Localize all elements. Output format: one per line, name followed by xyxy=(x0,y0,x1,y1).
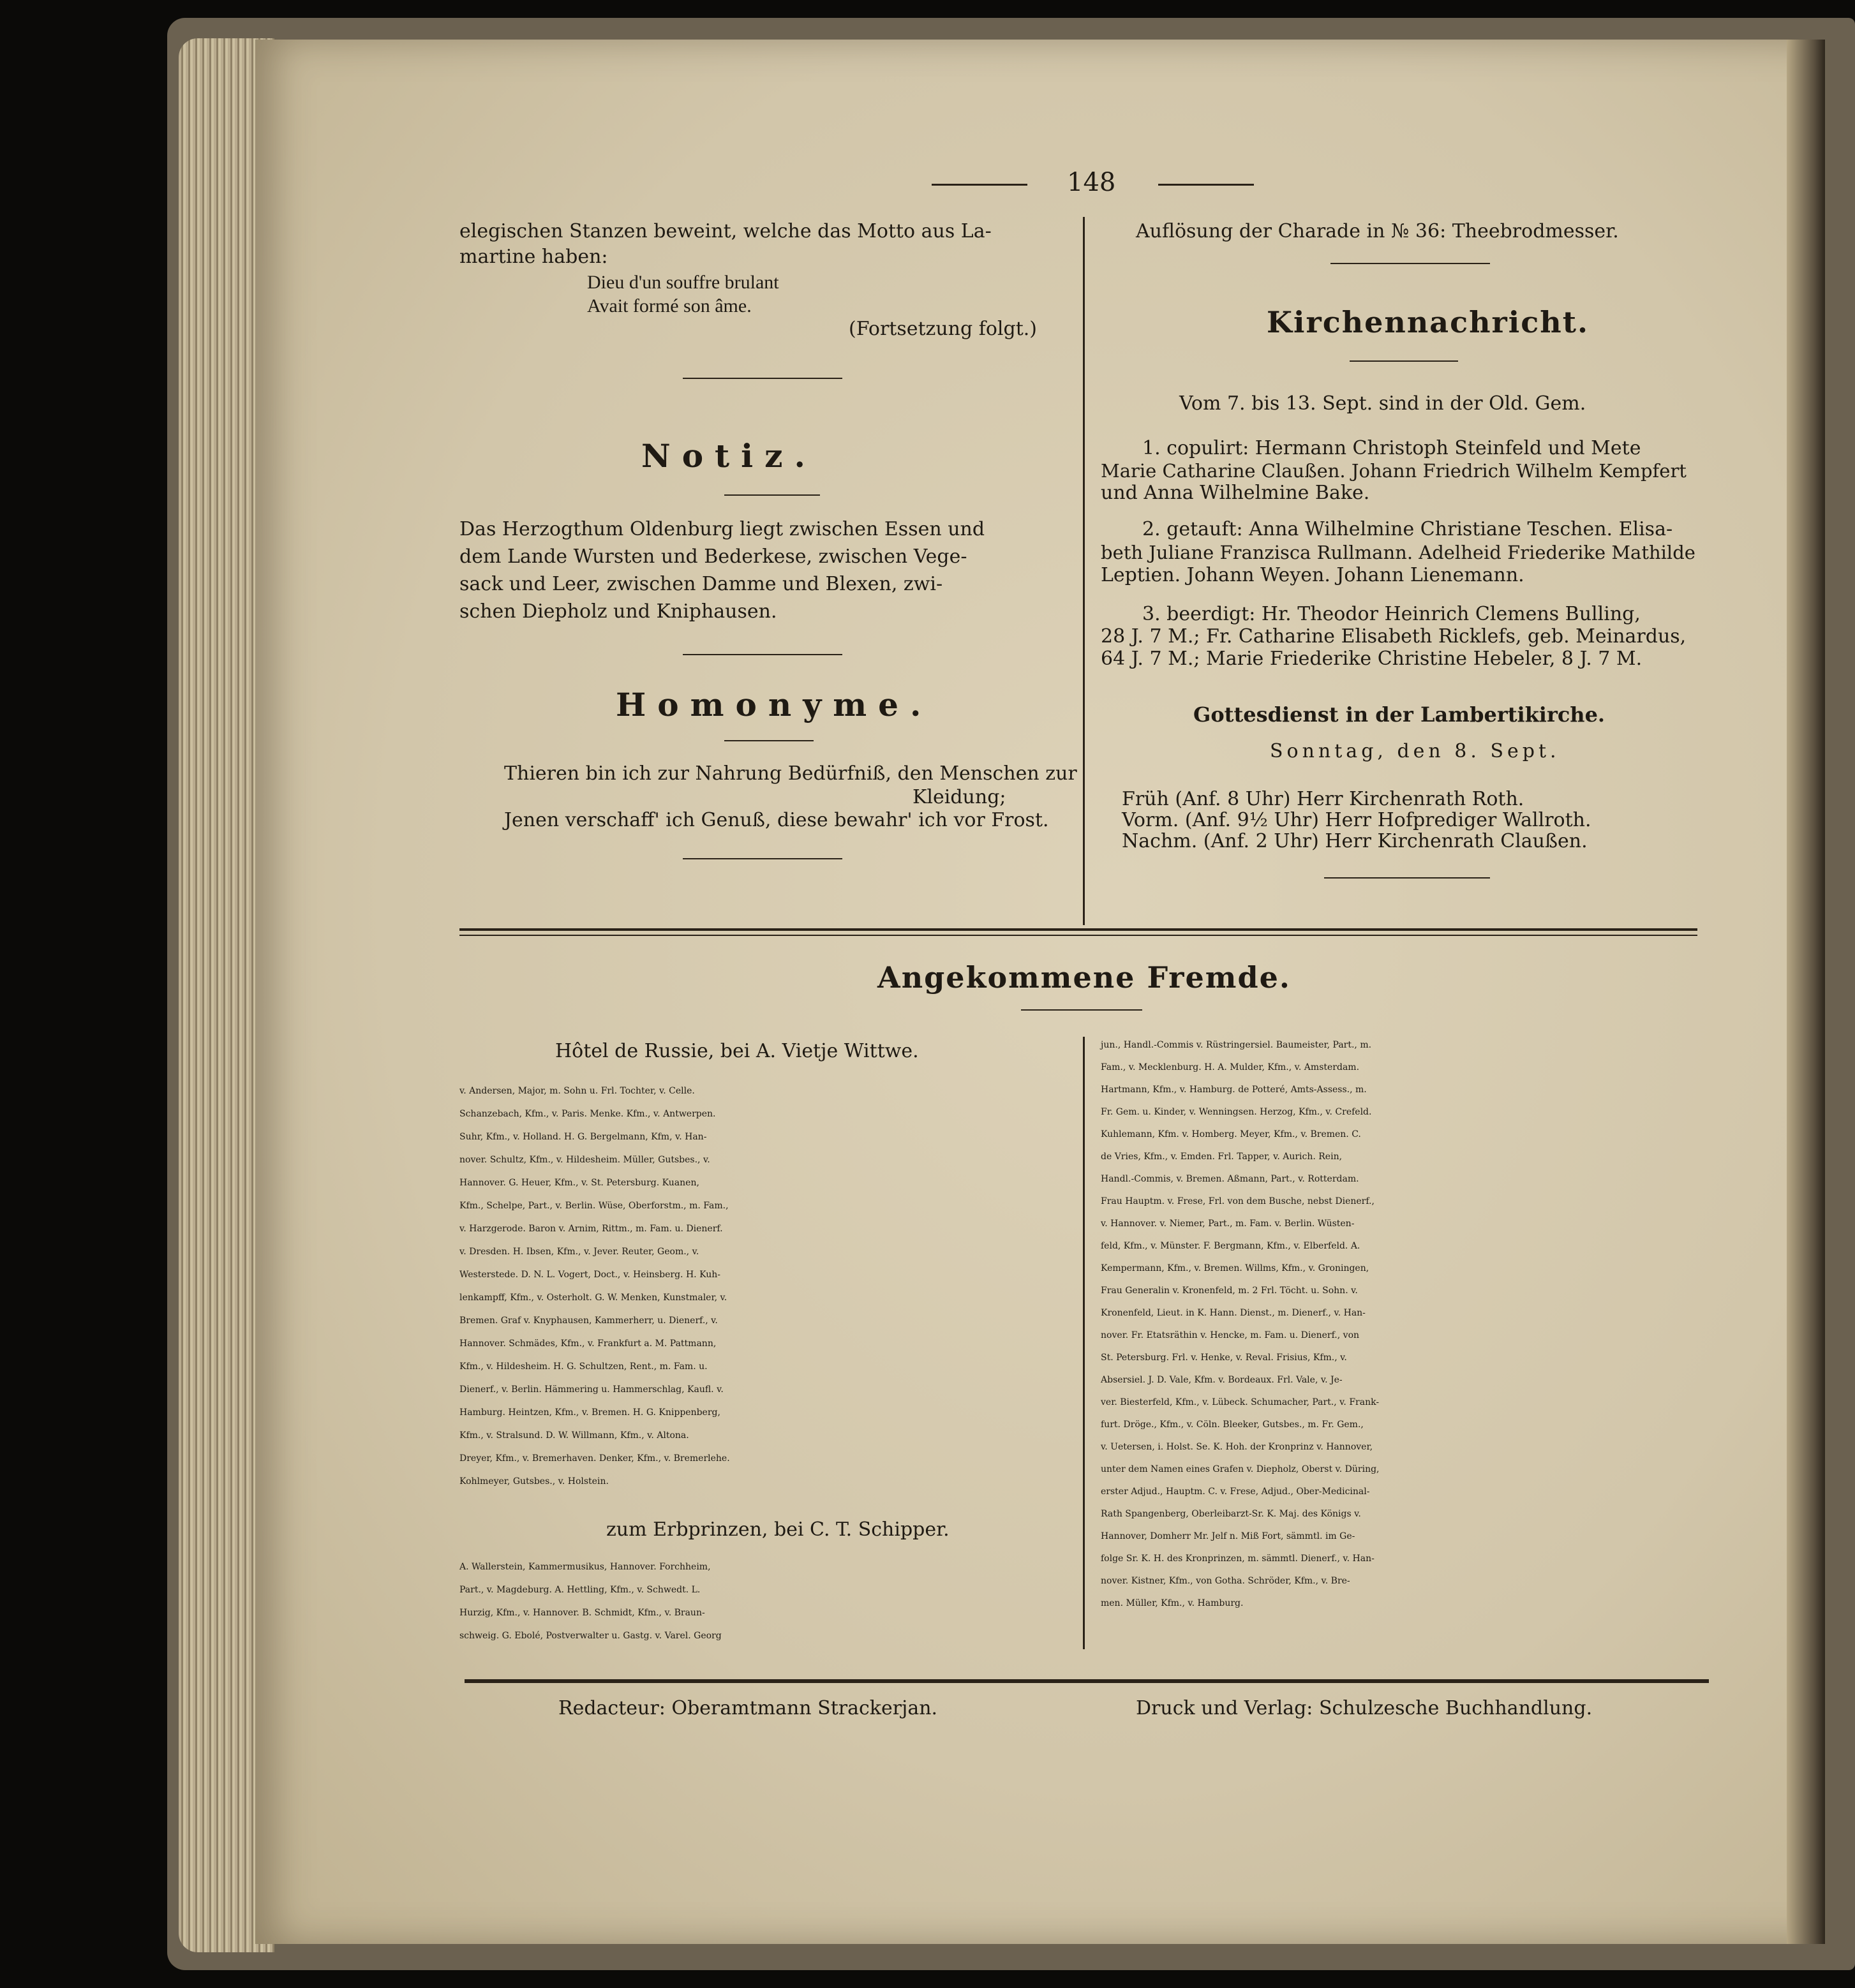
fremde-line: Hannover. Schmädes, Kfm., v. Frankfurt a. M. Pattmann, xyxy=(459,1339,717,1349)
homonyme-heading: Homonyme. xyxy=(616,686,933,723)
fremde-line: jun., Handl.-Commis v. Rüstringersiel. Baumeister, Part., m. xyxy=(1101,1040,1372,1050)
fremde-left-list xyxy=(459,1079,1072,1493)
fremde-line: Hannover, Domherr Mr. Jelf n. Miß Fort, sämmtl. im Ge- xyxy=(1101,1531,1355,1541)
kirchen-heading: Kirchennachricht. xyxy=(1267,305,1589,339)
separator xyxy=(1021,1009,1142,1011)
fremde-line: Frau Hauptm. v. Frese, Frl. von dem Busche, nebst Dienerf., xyxy=(1101,1196,1374,1206)
date-line: Vom 7. bis 13. Sept. sind in der Old. Gem. xyxy=(1179,392,1586,415)
page-number: 148 xyxy=(1067,168,1116,197)
book-gutter xyxy=(1787,40,1825,1944)
getauft-line-3: Leptien. Johann Weyen. Johann Lienemann. xyxy=(1101,564,1524,586)
fremde-line: Kohlmeyer, Gutsbes., v. Holstein. xyxy=(459,1476,609,1487)
quote-line-2: Avait formé son âme. xyxy=(587,295,752,316)
fremde-line: schweig. G. Ebolé, Postverwalter u. Gastg. v. Varel. Georg xyxy=(459,1631,722,1641)
fremde-line: Kfm., v. Stralsund. D. W. Willmann, Kfm., v. Altona. xyxy=(459,1430,689,1441)
homonyme-line-3: Jenen verschaff' ich Genuß, diese bewahr' ich vor Frost. xyxy=(504,809,1049,831)
footer-publisher: Druck und Verlag: Schulzesche Buchhandlung. xyxy=(1136,1697,1593,1719)
fremde-line: nover. Schultz, Kfm., v. Hildesheim. Müller, Gutsbes., v. xyxy=(459,1155,710,1165)
fremde-line: Part., v. Magdeburg. A. Hettling, Kfm., v. Schwedt. L. xyxy=(459,1585,701,1595)
separator xyxy=(1350,360,1458,362)
beerdigt-line-3: 64 J. 7 M.; Marie Friederike Christine Hebeler, 8 J. 7 M. xyxy=(1101,648,1643,670)
fremde-line: unter dem Namen eines Grafen v. Diepholz, Oberst v. Düring, xyxy=(1101,1464,1380,1474)
copulirt-line-2: Marie Catharine Claußen. Johann Friedrich Wilhelm Kempfert xyxy=(1101,460,1687,482)
fremde-line: Absersiel. J. D. Vale, Kfm. v. Bordeaux. Frl. Vale, v. Je- xyxy=(1101,1375,1343,1385)
fremde-line: Dienerf., v. Berlin. Hämmering u. Hammerschlag, Kaufl. v. xyxy=(459,1384,724,1395)
poem-intro-line-2: martine haben: xyxy=(459,246,608,268)
fremde-line: Rath Spangenberg, Oberleibarzt-Sr. K. Maj. des Königs v. xyxy=(1101,1509,1361,1519)
fremde-line: Hurzig, Kfm., v. Hannover. B. Schmidt, Kfm., v. Braun- xyxy=(459,1608,705,1618)
header-rule-left xyxy=(932,184,1027,186)
fremde-line: Kfm., Schelpe, Part., v. Berlin. Wüse, Oberforstm., m. Fam., xyxy=(459,1201,729,1211)
fremde-line: erster Adjud., Hauptm. C. v. Frese, Adjud., Ober-Medicinal- xyxy=(1101,1487,1370,1497)
copulirt-line-1: 1. copulirt: Hermann Christoph Steinfeld und Mete xyxy=(1142,437,1641,459)
hotel-erbprinzen-heading: zum Erbprinzen, bei C. T. Schipper. xyxy=(606,1518,950,1541)
beerdigt-line-2: 28 J. 7 M.; Fr. Catharine Elisabeth Ricklefs, geb. Meinardus, xyxy=(1101,625,1687,648)
fremde-line: de Vries, Kfm., v. Emden. Frl. Tapper, v. Aurich. Rein, xyxy=(1101,1152,1343,1162)
separator xyxy=(1330,263,1490,264)
fremde-line: feld, Kfm., v. Münster. F. Bergmann, Kfm., v. Elberfeld. A. xyxy=(1101,1241,1360,1251)
section-rule-thin xyxy=(459,935,1697,936)
fremde-line: Bremen. Graf v. Knyphausen, Kammerherr, u. Dienerf., v. xyxy=(459,1316,718,1326)
fremde-line: nover. Kistner, Kfm., von Gotha. Schröder, Kfm., v. Bre- xyxy=(1101,1576,1350,1586)
homonyme-line-2: Kleidung; xyxy=(913,786,1006,808)
service-line-2: Vorm. (Anf. 9½ Uhr) Herr Hofprediger Wallroth. xyxy=(1122,809,1591,831)
fremde-line: Fam., v. Mecklenburg. H. A. Mulder, Kfm., v. Amsterdam. xyxy=(1101,1062,1360,1072)
fremde-line: Schanzebach, Kfm., v. Paris. Menke. Kfm., v. Antwerpen. xyxy=(459,1109,716,1119)
fremde-line: folge Sr. K. H. des Kronprinzen, m. sämmtl. Dienerf., v. Han- xyxy=(1101,1554,1374,1564)
notiz-line-3: sack und Leer, zwischen Damme und Blexen, zwi- xyxy=(459,573,943,595)
beerdigt-line-1: 3. beerdigt: Hr. Theodor Heinrich Clemens Bulling, xyxy=(1142,603,1641,625)
fremde-line: St. Petersburg. Frl. v. Henke, v. Reval. Frisius, Kfm., v. xyxy=(1101,1353,1347,1363)
column-divider-lower xyxy=(1083,1037,1085,1649)
separator xyxy=(1324,877,1490,879)
fremde-line: Handl.-Commis, v. Bremen. Aßmann, Part., v. Rotterdam. xyxy=(1101,1174,1359,1184)
fremde-line: lenkampff, Kfm., v. Osterholt. G. W. Menken, Kunstmaler, v. xyxy=(459,1293,727,1303)
gottesdienst-heading: Gottesdienst in der Lambertikirche. xyxy=(1193,702,1605,727)
separator xyxy=(683,858,842,859)
footer-editor: Redacteur: Oberamtmann Strackerjan. xyxy=(558,1697,938,1719)
copulirt-line-3: und Anna Wilhelmine Bake. xyxy=(1101,482,1370,504)
fremde-line: Hannover. G. Heuer, Kfm., v. St. Petersburg. Kuanen, xyxy=(459,1178,699,1188)
notiz-heading: Notiz. xyxy=(641,437,817,475)
service-line-3: Nachm. (Anf. 2 Uhr) Herr Kirchenrath Claußen. xyxy=(1122,830,1588,852)
fremde-line: Fr. Gem. u. Kinder, v. Wenningsen. Herzog, Kfm., v. Crefeld. xyxy=(1101,1107,1372,1117)
fremde-right-list xyxy=(1101,1034,1713,1614)
getauft-line-1: 2. getauft: Anna Wilhelmine Christiane Teschen. Elisa- xyxy=(1142,518,1673,540)
continuation-note: (Fortsetzung folgt.) xyxy=(849,318,1037,340)
fremde-line: men. Müller, Kfm., v. Hamburg. xyxy=(1101,1598,1244,1608)
getauft-line-2: beth Juliane Franzisca Rullmann. Adelheid Friederike Mathilde xyxy=(1101,542,1695,563)
fremde-line: Kronenfeld, Lieut. in K. Hann. Dienst., m. Dienerf., v. Han- xyxy=(1101,1308,1366,1318)
poem-intro-line-1: elegischen Stanzen beweint, welche das Motto aus La- xyxy=(459,220,992,242)
notiz-line-2: dem Lande Wursten und Bederkese, zwischen Vege- xyxy=(459,545,967,568)
fremde-line: Kfm., v. Hildesheim. H. G. Schultzen, Rent., m. Fam. u. xyxy=(459,1361,708,1372)
sunday-line: Sonntag, den 8. Sept. xyxy=(1270,740,1560,762)
fremde-left-list-2 xyxy=(459,1555,1072,1647)
fremde-heading: Angekommene Fremde. xyxy=(877,960,1291,995)
fremde-line: Kempermann, Kfm., v. Bremen. Willms, Kfm., v. Groningen, xyxy=(1101,1263,1369,1273)
separator xyxy=(724,494,820,496)
fremde-line: A. Wallerstein, Kammermusikus, Hannover. Forchheim, xyxy=(459,1562,711,1572)
separator xyxy=(683,378,842,379)
fremde-line: v. Uetersen, i. Holst. Se. K. Hoh. der Kronprinz v. Hannover, xyxy=(1101,1442,1373,1452)
hotel-russie-heading: Hôtel de Russie, bei A. Vietje Wittwe. xyxy=(555,1040,919,1062)
fremde-line: Frau Generalin v. Kronenfeld, m. 2 Frl. Töcht. u. Sohn. v. xyxy=(1101,1286,1358,1296)
charade-solution: Auflösung der Charade in № 36: Theebrodmesser. xyxy=(1136,220,1619,242)
fremde-line: Kuhlemann, Kfm. v. Homberg. Meyer, Kfm., v. Bremen. C. xyxy=(1101,1129,1361,1139)
fremde-line: Hamburg. Heintzen, Kfm., v. Bremen. H. G. Knippenberg, xyxy=(459,1407,720,1418)
homonyme-line-1: Thieren bin ich zur Nahrung Bedürfniß, den Menschen zur xyxy=(504,762,1077,785)
separator xyxy=(724,740,814,741)
fremde-line: v. Hannover. v. Niemer, Part., m. Fam. v. Berlin. Wüsten- xyxy=(1101,1219,1355,1229)
fremde-line: ver. Biesterfeld, Kfm., v. Lübeck. Schumacher, Part., v. Frank- xyxy=(1101,1397,1380,1407)
footer-rule xyxy=(465,1679,1709,1683)
notiz-line-4: schen Diepholz und Kniphausen. xyxy=(459,600,777,623)
notiz-line-1: Das Herzogthum Oldenburg liegt zwischen Essen und xyxy=(459,518,985,540)
fremde-line: Hartmann, Kfm., v. Hamburg. de Potteré, Amts-Assess., m. xyxy=(1101,1085,1367,1095)
fremde-line: Westerstede. D. N. L. Vogert, Doct., v. Heinsberg. H. Kuh- xyxy=(459,1270,720,1280)
column-divider xyxy=(1083,217,1085,925)
fremde-line: v. Harzgerode. Baron v. Arnim, Rittm., m. Fam. u. Dienerf. xyxy=(459,1224,723,1234)
quote-line-1: Dieu d'un souffre brulant xyxy=(587,272,779,293)
fremde-line: v. Dresden. H. Ibsen, Kfm., v. Jever. Reuter, Geom., v. xyxy=(459,1247,699,1257)
fremde-line: Suhr, Kfm., v. Holland. H. G. Bergelmann, Kfm, v. Han- xyxy=(459,1132,707,1142)
service-line-1: Früh (Anf. 8 Uhr) Herr Kirchenrath Roth. xyxy=(1122,788,1524,810)
fremde-line: furt. Dröge., Kfm., v. Cöln. Bleeker, Gutsbes., m. Fr. Gem., xyxy=(1101,1420,1364,1430)
fremde-line: Dreyer, Kfm., v. Bremerhaven. Denker, Kfm., v. Bremerlehe. xyxy=(459,1453,730,1464)
header-rule-right xyxy=(1158,184,1254,186)
separator xyxy=(683,654,842,655)
fremde-line: nover. Fr. Etatsräthin v. Hencke, m. Fam. u. Dienerf., von xyxy=(1101,1330,1360,1340)
section-rule xyxy=(459,928,1697,931)
fremde-line: v. Andersen, Major, m. Sohn u. Frl. Tochter, v. Celle. xyxy=(459,1086,695,1096)
